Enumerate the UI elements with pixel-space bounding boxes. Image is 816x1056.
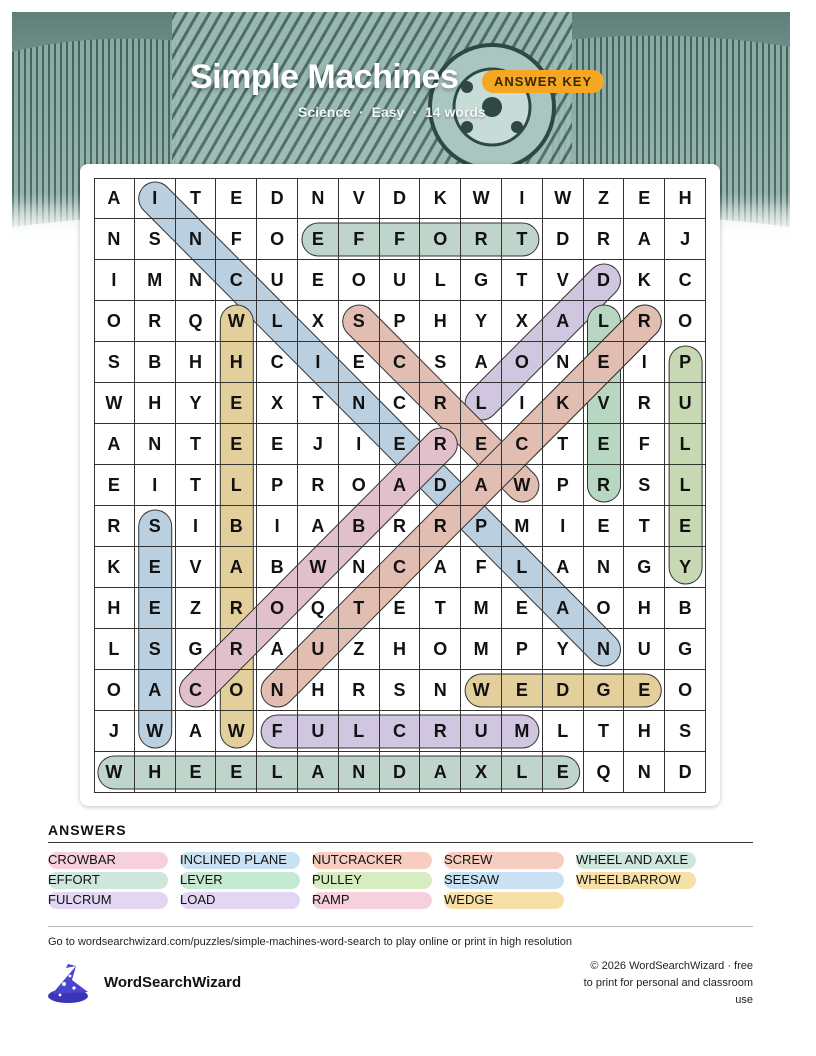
grid-cell: L <box>502 547 543 588</box>
answer-label: RAMP <box>312 892 350 907</box>
grid-cell: V <box>176 547 217 588</box>
grid-cell: R <box>624 301 665 342</box>
grid-cell: A <box>420 547 461 588</box>
grid-cell: M <box>502 711 543 752</box>
grid-cell: I <box>176 506 217 547</box>
grid-cell: E <box>380 588 421 629</box>
grid-cell: S <box>135 506 176 547</box>
answer-item <box>312 851 402 869</box>
answer-label: EFFORT <box>48 872 100 887</box>
grid-cell: F <box>380 219 421 260</box>
answer-item <box>180 851 287 869</box>
grid-cell: R <box>584 219 625 260</box>
grid-cell: E <box>584 506 625 547</box>
grid-cell: I <box>543 506 584 547</box>
grid-cell: O <box>339 260 380 301</box>
grid-cell: D <box>420 465 461 506</box>
grid-cell: T <box>176 424 217 465</box>
grid-cell: L <box>502 752 543 793</box>
grid-cell: E <box>502 588 543 629</box>
grid-cell: O <box>420 219 461 260</box>
grid-cell: R <box>135 301 176 342</box>
grid-cell: T <box>420 588 461 629</box>
answer-label: SEESAW <box>444 872 500 887</box>
grid-cell: C <box>380 711 421 752</box>
grid-cell: I <box>257 506 298 547</box>
grid-cell: N <box>624 752 665 793</box>
grid-cell: A <box>543 547 584 588</box>
grid-cell: W <box>216 711 257 752</box>
grid-cell: V <box>339 178 380 219</box>
grid-cell: H <box>135 752 176 793</box>
grid-cell: G <box>665 629 706 670</box>
grid-cell: Z <box>584 178 625 219</box>
grid-cell: N <box>543 342 584 383</box>
answer-label: LEVER <box>180 872 223 887</box>
grid-cell: T <box>298 383 339 424</box>
grid-cell: J <box>94 711 135 752</box>
grid-cell: S <box>380 670 421 711</box>
grid-cell: A <box>543 301 584 342</box>
grid-cell: E <box>584 342 625 383</box>
grid-cell: W <box>135 711 176 752</box>
grid-cell: E <box>298 260 339 301</box>
grid-cell: P <box>665 342 706 383</box>
grid-cell: S <box>135 219 176 260</box>
grid-cell: O <box>502 342 543 383</box>
grid-cell: I <box>624 342 665 383</box>
grid-cell: R <box>461 219 502 260</box>
grid-cell: H <box>216 342 257 383</box>
grid-cell: E <box>94 465 135 506</box>
grid-cell: T <box>339 588 380 629</box>
grid-cell: A <box>543 588 584 629</box>
grid-cell: M <box>135 260 176 301</box>
answer-item <box>444 871 499 889</box>
grid-cell: O <box>665 301 706 342</box>
grid-cell: H <box>420 301 461 342</box>
grid-cell: U <box>298 629 339 670</box>
grid-cell: E <box>298 219 339 260</box>
grid-cell: R <box>94 506 135 547</box>
answer-label: SCREW <box>444 852 493 867</box>
grid-cell: G <box>176 629 217 670</box>
grid-cell: I <box>135 465 176 506</box>
grid-cell: L <box>339 711 380 752</box>
answer-label: WEDGE <box>444 892 494 907</box>
grid-cell: L <box>461 383 502 424</box>
grid-cell: E <box>543 752 584 793</box>
grid-cell: N <box>339 547 380 588</box>
separator: · <box>412 104 417 120</box>
grid-cell: P <box>543 465 584 506</box>
grid-cell: J <box>298 424 339 465</box>
grid-cell: P <box>257 465 298 506</box>
grid-cell: H <box>176 342 217 383</box>
answer-label: LOAD <box>180 892 216 907</box>
answer-key-badge: ANSWER KEY <box>482 70 604 93</box>
grid-cell: Y <box>176 383 217 424</box>
grid-cell: O <box>420 629 461 670</box>
grid-cell: X <box>257 383 298 424</box>
grid-cell: M <box>461 629 502 670</box>
grid-cell: C <box>176 670 217 711</box>
grid-cell: A <box>94 424 135 465</box>
grid-cell: M <box>461 588 502 629</box>
grid-cell: G <box>624 547 665 588</box>
grid-cell: B <box>135 342 176 383</box>
grid-cell: W <box>94 383 135 424</box>
difficulty-label: Easy <box>371 104 405 120</box>
answer-label: WHEEL AND AXLE <box>576 852 689 867</box>
grid-cell: H <box>624 588 665 629</box>
answer-item <box>180 891 215 909</box>
grid-cell: U <box>461 711 502 752</box>
grid-cell: K <box>94 547 135 588</box>
grid-cell: U <box>624 629 665 670</box>
grid-cell: K <box>624 260 665 301</box>
grid-cell: Y <box>461 301 502 342</box>
grid-cell: Z <box>176 588 217 629</box>
grid-cell: A <box>380 465 421 506</box>
grid-cell: E <box>461 424 502 465</box>
grid-cell: O <box>339 465 380 506</box>
grid-cell: A <box>420 752 461 793</box>
grid-cell: X <box>461 752 502 793</box>
grid-cell: R <box>420 506 461 547</box>
grid-cell: B <box>257 547 298 588</box>
grid-cell: A <box>461 342 502 383</box>
answer-item <box>444 851 492 869</box>
grid-cell: W <box>216 301 257 342</box>
grid-cell: E <box>257 424 298 465</box>
grid-cell: G <box>584 670 625 711</box>
grid-cell: H <box>298 670 339 711</box>
answer-label: PULLEY <box>312 872 362 887</box>
grid-cell: A <box>176 711 217 752</box>
answer-item <box>48 891 112 909</box>
grid-cell: P <box>461 506 502 547</box>
grid-cell: E <box>216 383 257 424</box>
grid-cell: K <box>543 383 584 424</box>
grid-cell: R <box>420 424 461 465</box>
grid-cell: E <box>502 670 543 711</box>
grid-cell: C <box>257 342 298 383</box>
grid-cell: D <box>584 260 625 301</box>
grid-cell: I <box>339 424 380 465</box>
grid-cell: U <box>380 260 421 301</box>
word-count-label: 14 words <box>424 104 486 120</box>
grid-cell: N <box>176 219 217 260</box>
grid-cell: S <box>665 711 706 752</box>
grid-cell: K <box>420 178 461 219</box>
grid-cell: N <box>420 670 461 711</box>
grid-cell: U <box>257 260 298 301</box>
answer-label: NUTCRACKER <box>312 852 403 867</box>
grid-cell: F <box>461 547 502 588</box>
grid-cell: N <box>339 752 380 793</box>
grid-cell: F <box>257 711 298 752</box>
grid-cell: V <box>543 260 584 301</box>
grid-cell: G <box>461 260 502 301</box>
grid-cell: I <box>502 383 543 424</box>
answer-item <box>48 871 100 889</box>
grid-cell: N <box>584 629 625 670</box>
grid-cell: C <box>380 383 421 424</box>
grid-cell: T <box>502 260 543 301</box>
grid-cell: R <box>339 670 380 711</box>
grid-cell: E <box>176 752 217 793</box>
wizard-hat-icon <box>46 962 94 1011</box>
grid-cell: S <box>624 465 665 506</box>
grid-cell: Q <box>298 588 339 629</box>
grid-cell: L <box>543 711 584 752</box>
grid-cell: N <box>176 260 217 301</box>
copyright-text: © 2026 WordSearchWizard · free to print for personal and classroom use <box>583 960 753 1006</box>
grid-cell: A <box>135 670 176 711</box>
grid-cell: Y <box>543 629 584 670</box>
grid-cell: W <box>461 178 502 219</box>
grid-cell: C <box>380 342 421 383</box>
grid-cell: S <box>339 301 380 342</box>
grid-cell: A <box>461 465 502 506</box>
grid-cell: H <box>665 178 706 219</box>
grid-cell: L <box>257 752 298 793</box>
grid-cell: O <box>584 588 625 629</box>
grid-cell: T <box>176 178 217 219</box>
grid-cell: N <box>584 547 625 588</box>
category-label: Science <box>298 104 351 120</box>
grid-cell: R <box>420 711 461 752</box>
grid-cell: D <box>257 178 298 219</box>
answer-item <box>576 851 688 869</box>
grid-cell: L <box>584 301 625 342</box>
grid-cell: C <box>380 547 421 588</box>
grid-cell: C <box>216 260 257 301</box>
grid-cell: F <box>216 219 257 260</box>
answer-label: CROWBAR <box>48 852 116 867</box>
grid-cell: E <box>216 752 257 793</box>
grid-cell: C <box>502 424 543 465</box>
grid-cell: T <box>584 711 625 752</box>
grid-cell: R <box>216 629 257 670</box>
divider <box>48 842 753 843</box>
grid-cell: W <box>502 465 543 506</box>
grid-cell: R <box>380 506 421 547</box>
answer-item <box>180 871 223 889</box>
grid-cell: E <box>665 506 706 547</box>
grid-cell: Z <box>339 629 380 670</box>
grid-cell: E <box>624 670 665 711</box>
footer-url-text[interactable]: Go to wordsearchwizard.com/puzzles/simple-machines-word-search to play online or print in high resolution <box>48 936 572 948</box>
grid-cell: I <box>502 178 543 219</box>
brand-name[interactable]: WordSearchWizard <box>104 974 242 991</box>
grid-cell: T <box>624 506 665 547</box>
grid-cell: S <box>94 342 135 383</box>
answer-item <box>312 871 362 889</box>
grid-cell: L <box>257 301 298 342</box>
grid-cell: R <box>216 588 257 629</box>
grid-cell: N <box>135 424 176 465</box>
grid-cell: F <box>624 424 665 465</box>
grid-cell: T <box>176 465 217 506</box>
grid-cell: A <box>257 629 298 670</box>
grid-cell: E <box>135 588 176 629</box>
grid-cell: O <box>257 588 298 629</box>
grid-cell: H <box>624 711 665 752</box>
grid-cell: H <box>94 588 135 629</box>
grid-cell: A <box>94 178 135 219</box>
grid-cell: L <box>665 424 706 465</box>
grid-cell: W <box>94 752 135 793</box>
grid-cell: A <box>298 752 339 793</box>
grid-cell: O <box>94 670 135 711</box>
answer-item <box>576 871 681 889</box>
grid-cell: J <box>665 219 706 260</box>
grid-cell: H <box>135 383 176 424</box>
grid-cell: S <box>135 629 176 670</box>
grid-cell: E <box>216 424 257 465</box>
grid-cell: I <box>94 260 135 301</box>
grid-cell: O <box>216 670 257 711</box>
puzzle-meta <box>298 104 486 120</box>
grid-cell: D <box>380 178 421 219</box>
grid-cell: E <box>380 424 421 465</box>
grid-cell: B <box>665 588 706 629</box>
separator: · <box>358 104 364 120</box>
grid-cell: X <box>502 301 543 342</box>
grid-cell: E <box>624 178 665 219</box>
grid-cell: E <box>584 424 625 465</box>
grid-cell: A <box>216 547 257 588</box>
grid-cell: P <box>380 301 421 342</box>
grid-cell: S <box>420 342 461 383</box>
grid-cell: A <box>624 219 665 260</box>
grid-cell: O <box>94 301 135 342</box>
grid-cell: N <box>298 178 339 219</box>
grid-cell: L <box>420 260 461 301</box>
grid-cell: L <box>216 465 257 506</box>
grid-cell: Y <box>665 547 706 588</box>
grid-cell: L <box>94 629 135 670</box>
grid-cell: D <box>665 752 706 793</box>
answer-item <box>444 891 493 909</box>
answer-label: FULCRUM <box>48 892 112 907</box>
grid-cell: R <box>420 383 461 424</box>
grid-cell: N <box>339 383 380 424</box>
grid-cell: R <box>584 465 625 506</box>
grid-cell: I <box>298 342 339 383</box>
grid-cell: W <box>461 670 502 711</box>
answer-label: INCLINED PLANE <box>180 852 287 867</box>
page-title: Simple Machines <box>190 58 459 96</box>
grid-cell: B <box>216 506 257 547</box>
grid-cell: O <box>665 670 706 711</box>
grid-cell: D <box>543 219 584 260</box>
grid-cell: E <box>216 178 257 219</box>
divider <box>48 926 753 927</box>
letter-grid <box>94 178 706 793</box>
grid-cell: W <box>298 547 339 588</box>
grid-cell: X <box>298 301 339 342</box>
grid-cell: E <box>339 342 380 383</box>
grid-cell: O <box>257 219 298 260</box>
answer-item <box>312 891 350 909</box>
grid-cell: N <box>94 219 135 260</box>
grid-cell: Q <box>584 752 625 793</box>
answer-label: WHEELBARROW <box>576 872 681 887</box>
grid-cell: I <box>135 178 176 219</box>
grid-cell: D <box>543 670 584 711</box>
grid-cell: R <box>624 383 665 424</box>
grid-cell: V <box>584 383 625 424</box>
grid-cell: E <box>135 547 176 588</box>
grid-cell: C <box>665 260 706 301</box>
grid-cell: W <box>543 178 584 219</box>
grid-cell: M <box>502 506 543 547</box>
grid-cell: A <box>298 506 339 547</box>
grid-cell: H <box>380 629 421 670</box>
grid-cell: U <box>298 711 339 752</box>
grid-cell: B <box>339 506 380 547</box>
grid-cell: Q <box>176 301 217 342</box>
grid-cell: F <box>339 219 380 260</box>
grid-cell: T <box>502 219 543 260</box>
grid-cell: P <box>502 629 543 670</box>
grid-cell: L <box>665 465 706 506</box>
grid-cell: T <box>543 424 584 465</box>
grid-cell: N <box>257 670 298 711</box>
answers-heading: ANSWERS <box>48 822 127 838</box>
grid-cell: U <box>665 383 706 424</box>
grid-cell: R <box>298 465 339 506</box>
answer-item <box>48 851 116 869</box>
grid-cell: D <box>380 752 421 793</box>
